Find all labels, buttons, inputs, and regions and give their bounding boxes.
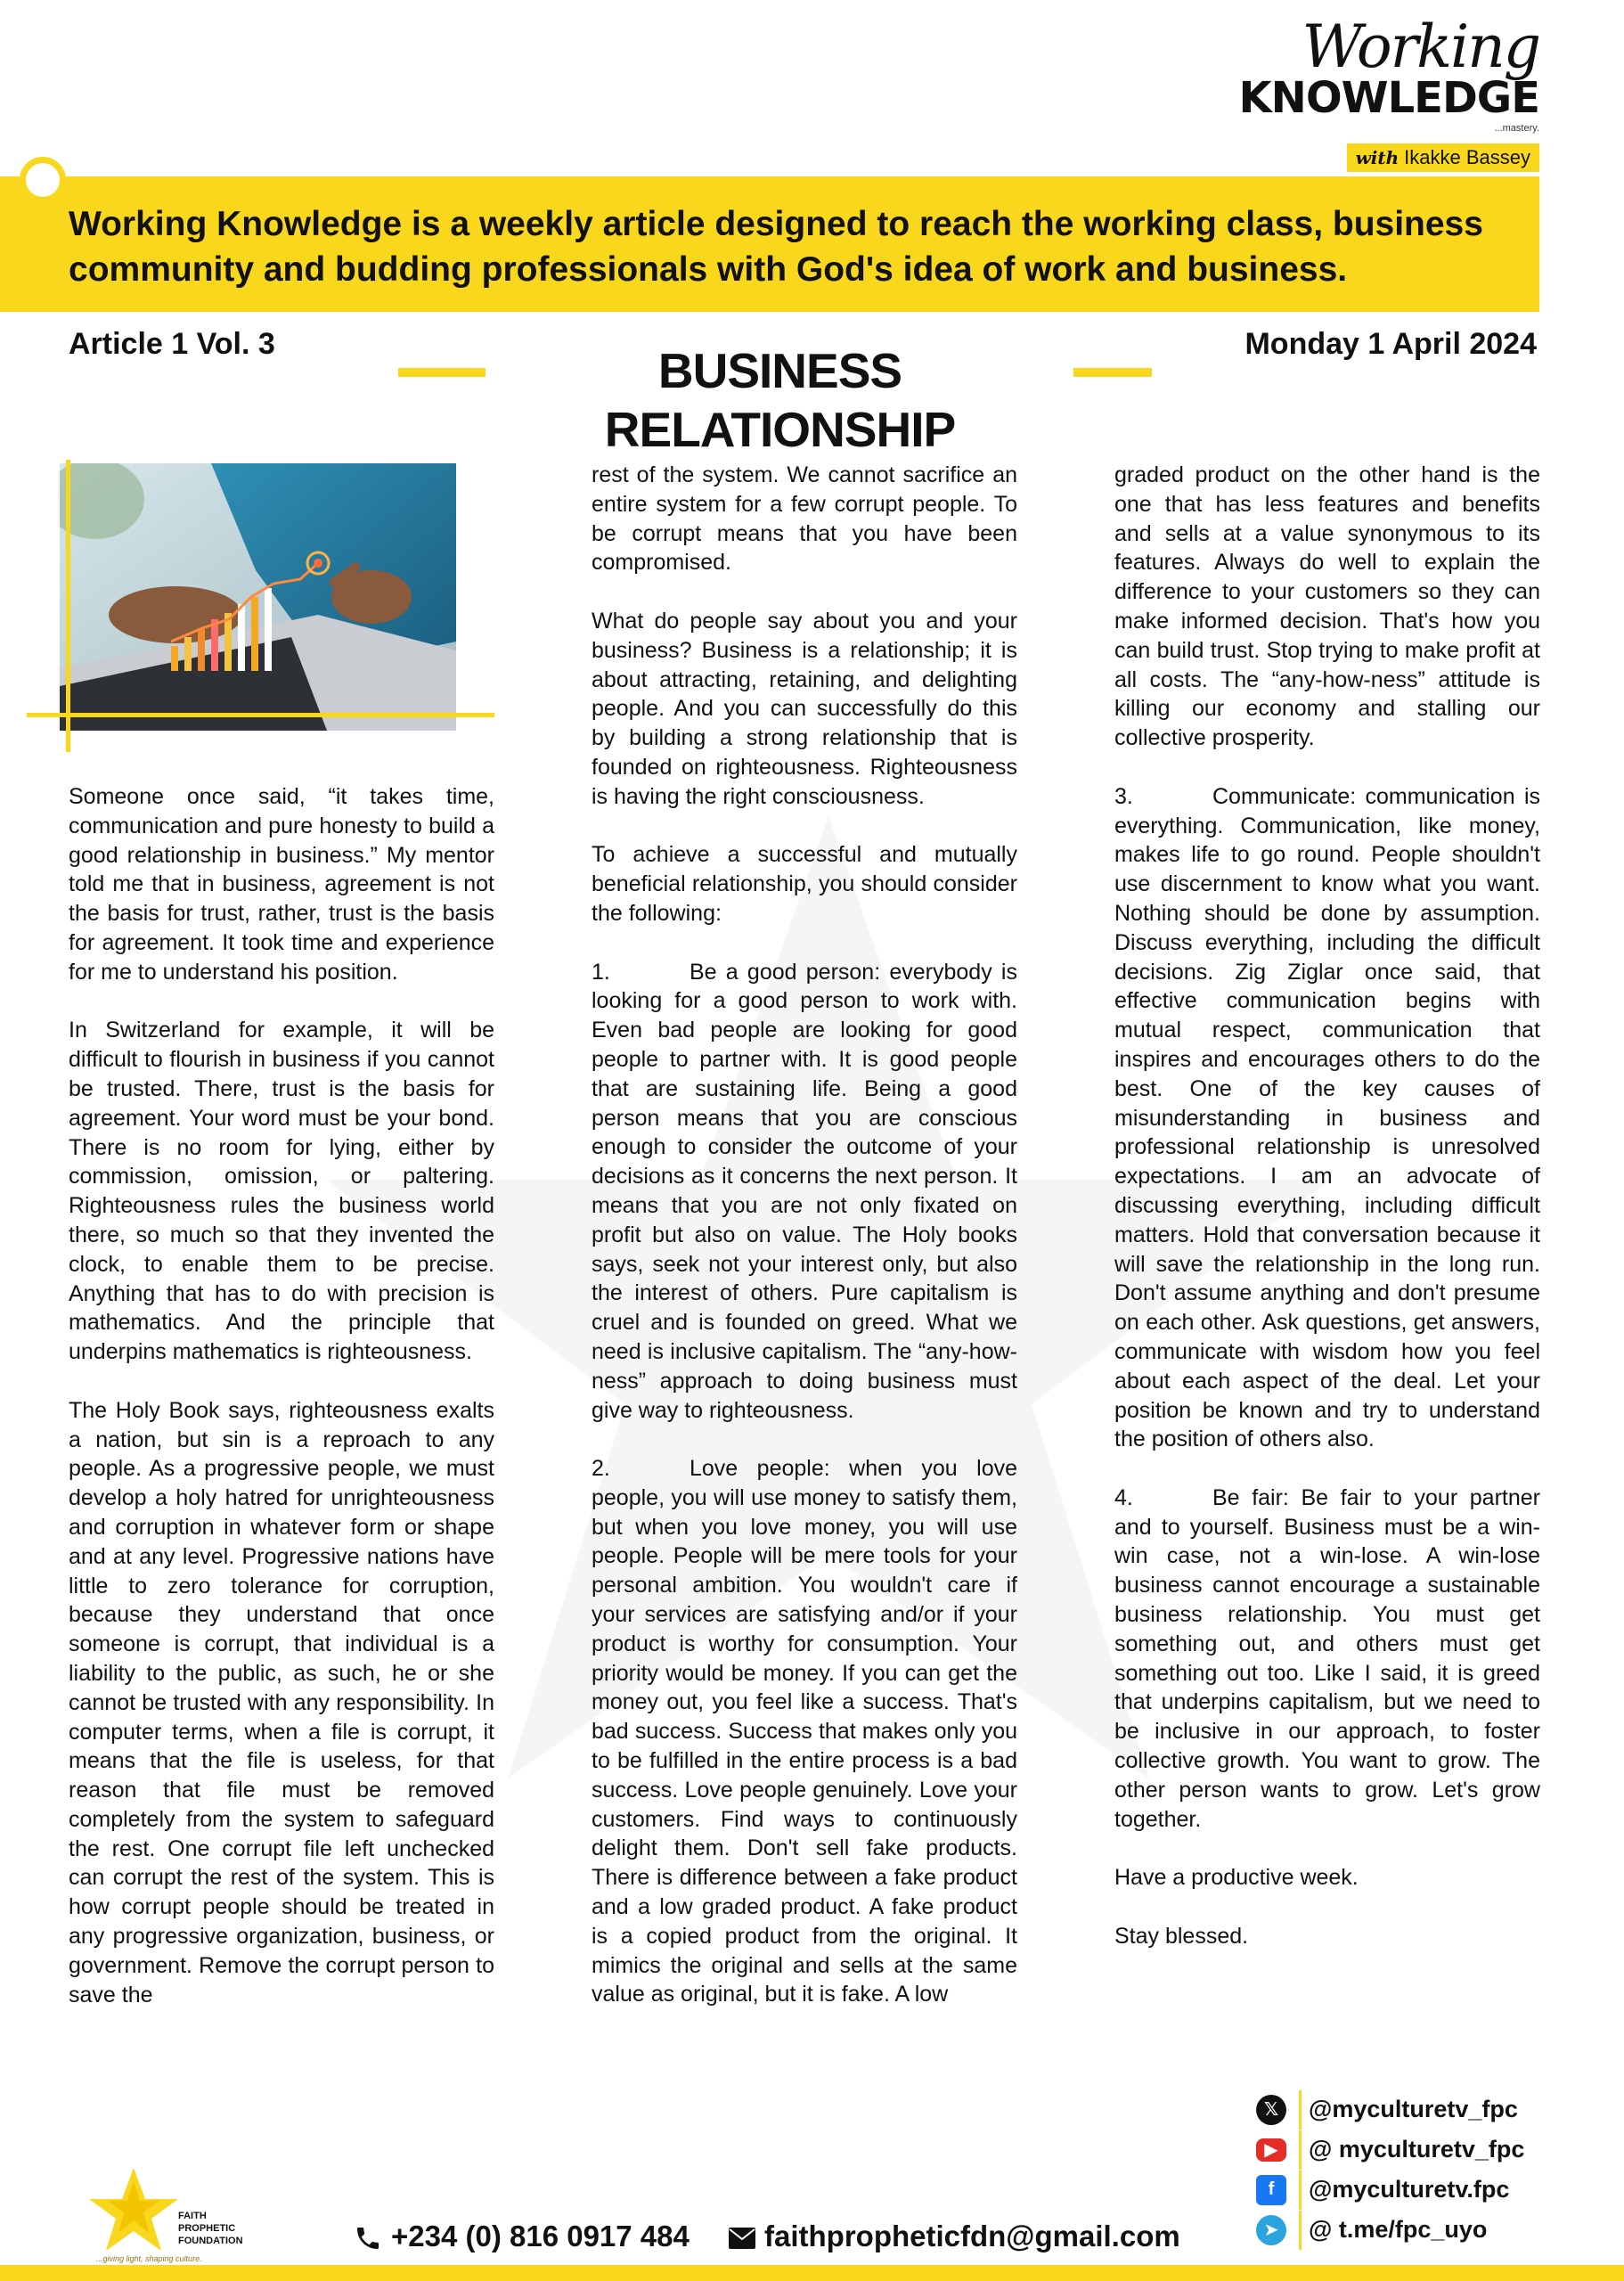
paragraph: To achieve a successful and mutually beneficial relationship, you should consider the following:	[592, 842, 1017, 926]
social-divider	[1299, 2171, 1302, 2210]
social-link-facebook[interactable]	[1256, 2170, 1524, 2210]
list-text: Be a good person: everybody is looking for a good person to work with. Even bad people are looking for good people to partner with. It is good people that are sustaining life. Being a good person means that you are conscious enough to consider the outcome of your decisions as it concerns the next person. It means that you are not only fixated on profit but also on value. The Holy books says, seek not your interest only, but also the interest of others. Pure capitalism is cruel and is founded on greed. What we need is inclusive capitalism. The “any-how-ness” approach to doing business must give way to righteousness.	[592, 959, 1017, 1423]
author-badge	[1347, 143, 1539, 172]
phone-icon	[354, 2224, 382, 2252]
title-bar-left	[398, 368, 486, 377]
list-item	[592, 958, 1017, 1426]
column-3	[1114, 461, 1540, 1980]
signoff-line: Stay blessed.	[1114, 1923, 1249, 1949]
social-handle: @myculturetv_fpc	[1309, 2096, 1518, 2122]
paragraph: The Holy Book says, righteousness exalts a nation, but sin is a reproach to any people. As a progressive people, we must develop a holy hatred for unrighteousness and corruption in whatever form or shape and at any level. Progressive nations have little to zero tolerance for corruption, because they understand that once someone is corrupt, that individual is a liability to the public, as such, he or she cannot be trusted with any responsibility. In computer terms, when a file is corrupt, it means that the file is useless, for that reason that file must be removed completely from the system to safeguard the rest. One corrupt file left unchecked can corrupt the rest of the system. This is how corrupt people should be treated in any progressive organization, business, or government. Remove the corrupt person to save the	[69, 1397, 494, 2007]
hero-frame-horizontal	[27, 713, 494, 717]
org-name-line: FAITH	[178, 2211, 207, 2221]
social-link-telegram[interactable]	[1256, 2210, 1524, 2250]
social-handle: @myculturetv.fpc	[1309, 2176, 1510, 2203]
hero-frame-vertical	[66, 460, 70, 752]
social-divider	[1299, 2090, 1302, 2130]
author-name: Ikakke Bassey	[1404, 146, 1530, 168]
org-name-line: PROPHETIC	[178, 2223, 236, 2234]
article-date: Monday 1 April 2024	[1245, 327, 1537, 361]
envelope-icon	[729, 2228, 755, 2249]
list-number: 1.	[592, 959, 610, 985]
social-links	[1256, 2089, 1524, 2250]
org-name	[178, 2210, 243, 2247]
footer-bar	[0, 2265, 1624, 2281]
list-item	[1114, 782, 1540, 1454]
list-number: 4.	[1114, 1484, 1133, 1510]
paragraph: What do people say about you and your business? Business is a relationship; it is about attracting, retaining, and delighting people. And you can successfully do this by building a strong relationship that is founded on righteousness. Righteousness is having the right consciousness.	[592, 608, 1017, 809]
list-number: 2.	[592, 1456, 610, 1482]
logo-tagline: ...mastery.	[1494, 123, 1539, 134]
list-number: 3.	[1114, 783, 1133, 809]
org-name-line: FOUNDATION	[178, 2236, 243, 2246]
social-handle: @ t.me/fpc_uyo	[1309, 2216, 1488, 2243]
phone-number: +234 (0) 816 0917 484	[391, 2220, 690, 2252]
paragraph: Someone once said, “it takes time, communication and pure honesty to build a good relationship in business.” My mentor told me that in business, agreement is not the basis for trust, rather, trust is the basis for agreement. It took time and experience for me to understand his position.	[69, 784, 494, 985]
phone-contact[interactable]	[354, 2219, 690, 2254]
logo-script: Working	[1302, 12, 1539, 81]
list-text: Be fair: Be fair to your partner and to yourself. Business must be a win-win case, not a win-lose. A win-lose business cannot encourage a sustainable business relationship. You must get something out, and others must get something out too. Like I said, it is greed that underpins capitalism, but we need to be inclusive in our approach, to foster collective growth. You want to grow. The other person wants to grow. Let's grow together.	[1114, 1484, 1540, 1832]
email-contact[interactable]	[729, 2219, 1180, 2254]
social-divider	[1299, 2211, 1302, 2250]
social-handle: @ myculturetv_fpc	[1309, 2136, 1525, 2162]
social-divider	[1299, 2130, 1302, 2170]
banner-circle-decoration	[20, 157, 66, 203]
working-knowledge-logo	[1219, 12, 1539, 168]
column-1	[69, 782, 494, 2039]
banner-text: Working Knowledge is a weekly article designed to reach the working class, business community and budding professionals with God's idea of work and business.	[69, 205, 1483, 289]
column-2	[592, 461, 1017, 2039]
paragraph: In Switzerland for example, it will be difficult to flourish in business if you cannot be trusted. There, trust is the basis for agreement. Your word must be your bond. There is no room for lying, either by commission, omission, or paltering. Righteousness rules the business world there, so much so that they invented the clock, to enable them to be precise. Anything that has to do with precision is mathematics. And the principle that underpins mathematics is righteousness.	[69, 1018, 494, 1365]
title-bar-right	[1073, 368, 1152, 377]
logo-wordmark: KNOWLEDGE	[1238, 73, 1539, 123]
x-icon: 𝕏	[1256, 2095, 1286, 2125]
paragraph: rest of the system. We cannot sacrifice an entire system for a few corrupt people. To be corrupt means that you have been compromised.	[592, 462, 1017, 576]
email-address: faithpropheticfdn@gmail.com	[764, 2220, 1180, 2252]
author-with: with	[1355, 147, 1400, 168]
article-number: Article 1 Vol. 3	[69, 327, 275, 361]
list-text: Love people: when you love people, you will use money to satisfy them, but when you love money, you will use people. People will be mere tools for your personal ambition. You wouldn't care if your services are satisfying and/or if your product is worthy for consumption. Your priority would be money. If you can get the money out, you feel like a success. That's bad success. Success that makes only you to be fulfilled in the entire process is a bad success. Love people genuinely. Love your customers. Find ways to continuously delight them. Don't sell fake products. There is difference between a fake product and a low graded product. A fake product is a copied product from the original. It mimics the original and sells at the same value as original, but it is fake. A low	[592, 1456, 1017, 2007]
article-title: BUSINESS RELATIONSHIP	[604, 343, 956, 457]
facebook-icon: f	[1256, 2175, 1286, 2205]
closing-line: Have a productive week.	[1114, 1865, 1359, 1891]
list-item	[592, 1454, 1017, 2009]
youtube-icon: ▶	[1256, 2138, 1286, 2162]
paragraph: graded product on the other hand is the one that has less features and benefits and sells at a value synonymous to its features. Always do well to explain the difference to your customers so they can make informed decision. That's how you can build trust. Stop trying to make profit at all costs. The “any-how-ness” attitude is killing our economy and stalling our collective prosperity.	[1114, 462, 1540, 751]
hero-image	[60, 463, 456, 731]
social-link-x[interactable]	[1256, 2089, 1524, 2130]
list-text: Communicate: communication is everything. Communication, like money, makes life to go round. People shouldn't use discernment to know what you want. Nothing should be done by assumption. Discuss everything, including the difficult decisions. Zig Ziglar once said, that effective communication begins with mutual respect, communication that inspires and encourages others to do the best. One of the key causes of misunderstanding in business and professional relationship is unresolved expectations. I am an advocate of discussing everything, including difficult matters. Hold that conversation because it will save the relationship in the long run. Don't assume anything and don't presume on each other. Ask questions, get answers, communicate with wisdom how you feel about each aspect of the deal. Let your position be known and try to understand the position of others also.	[1114, 783, 1540, 1452]
list-item	[1114, 1484, 1540, 1835]
social-link-youtube[interactable]	[1256, 2130, 1524, 2170]
telegram-icon: ➤	[1256, 2215, 1286, 2245]
org-tagline: ...giving light, shaping culture.	[96, 2254, 202, 2263]
